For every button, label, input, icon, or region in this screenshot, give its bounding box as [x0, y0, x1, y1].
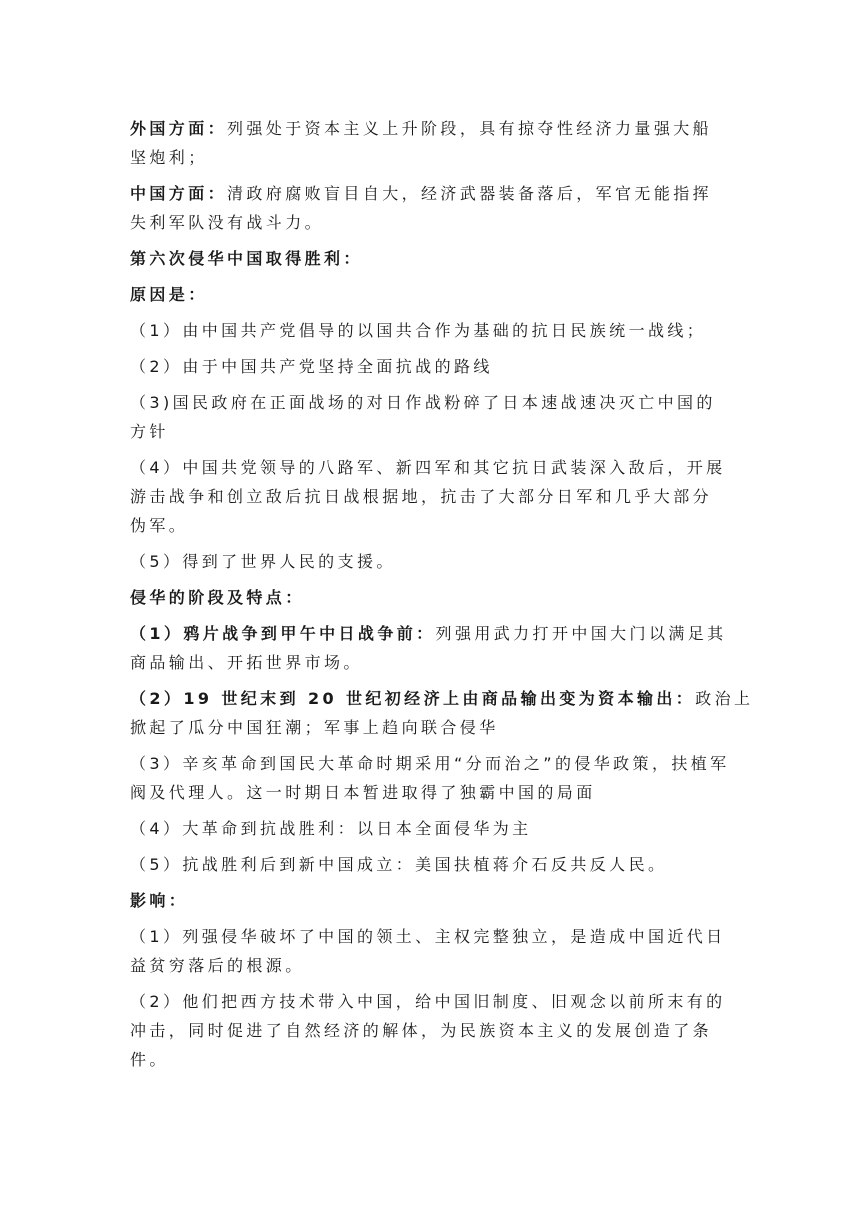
body-text: （1）列强侵华破坏了中国的领土、主权完整独立，是造成中国近代日 [130, 927, 726, 946]
paragraph [130, 814, 730, 843]
paragraph [130, 886, 730, 915]
body-text: 阀及代理人。这一时期日本暂进取得了独霸中国的局面 [130, 783, 596, 802]
text-line [130, 453, 730, 482]
body-text: （1）由中国共产党倡导的以国共合作为基础的抗日民族统一战线； [130, 321, 707, 340]
paragraph [130, 114, 730, 172]
body-text: （2）他们把西方技术带入中国，给中国旧制度、旧观念以前所末有的 [130, 992, 726, 1011]
paragraph [130, 280, 730, 309]
text-line [130, 208, 730, 237]
body-text: 掀起了瓜分中国狂潮；军事上趋向联合侵华 [130, 718, 499, 737]
paragraph [130, 850, 730, 879]
paragraph [130, 453, 730, 540]
body-text: （5）抗战胜利后到新中国成立：美国扶植蒋介石反共反人民。 [130, 855, 668, 874]
paragraph [130, 179, 730, 237]
text-line [130, 850, 730, 879]
paragraph [130, 684, 754, 742]
body-text: 失利军队没有战斗力。 [130, 213, 325, 232]
body-text: 伪军。 [130, 516, 189, 535]
text-line [130, 114, 730, 143]
bold-text: 侵华的阶段及特点： [130, 588, 305, 607]
paragraph [130, 749, 730, 807]
bold-text: 中国方面： [130, 184, 228, 203]
paragraph [130, 619, 730, 677]
text-line [130, 547, 730, 576]
bold-text: 影响： [130, 891, 189, 910]
text-line [130, 244, 730, 273]
bold-text: （2）19 世纪末到 20 世纪初经济上由商品输出变为资本输出： [130, 689, 696, 708]
body-text: 列强处于资本主义上升阶段，具有掠夺性经济力量强大船 [227, 119, 713, 138]
text-line [130, 922, 730, 951]
body-text: （5）得到了世界人民的支援。 [130, 552, 396, 571]
body-text: 方针 [130, 422, 169, 441]
text-line [130, 619, 730, 648]
body-text: 列强用武力打开中国大门以满足其 [435, 624, 727, 643]
body-text: 商品输出、开拓世界市场。 [130, 653, 363, 672]
text-line [130, 1016, 730, 1045]
text-line [130, 987, 730, 1016]
text-line [130, 1045, 730, 1074]
text-line [130, 778, 730, 807]
text-line [130, 352, 730, 381]
bold-text: （1）鸦片战争到甲午中日战争前： [130, 624, 436, 643]
text-line [130, 417, 730, 446]
body-text: 游击战争和创立敌后抗日战根据地，抗击了大部分日军和几乎大部分 [130, 487, 713, 506]
text-line [130, 648, 730, 677]
body-text: 政治上 [695, 689, 754, 708]
text-line [130, 814, 730, 843]
body-text: 清政府腐败盲目自大，经济武器装备落后，军官无能指挥 [227, 184, 713, 203]
text-line [130, 280, 730, 309]
body-text: 坚炮利； [130, 148, 208, 167]
bold-text: 外国方面： [130, 119, 228, 138]
text-line [130, 482, 730, 511]
text-line [130, 713, 730, 742]
paragraph [130, 922, 730, 980]
body-text: 件。 [130, 1050, 169, 1069]
body-text: 益贫穷落后的根源。 [130, 956, 305, 975]
paragraph [130, 987, 730, 1074]
bold-text: 第六次侵华中国取得胜利： [130, 249, 363, 268]
text-line [130, 951, 730, 980]
paragraph [130, 352, 730, 381]
paragraph [130, 547, 730, 576]
text-line [130, 179, 730, 208]
body-text: 冲击，同时促进了自然经济的解体，为民族资本主义的发展创造了条 [130, 1021, 713, 1040]
body-text: （4）中国共党领导的八路军、新四军和其它抗日武装深入敌后，开展 [130, 458, 726, 477]
paragraph [130, 244, 730, 273]
paragraph [130, 583, 730, 612]
text-line [130, 143, 730, 172]
body-text: （2）由于中国共产党坚持全面抗战的路线 [130, 357, 493, 376]
body-text: （4）大革命到抗战胜利：以日本全面侵华为主 [130, 819, 532, 838]
text-line [130, 583, 730, 612]
paragraph [130, 316, 730, 345]
text-line [130, 749, 730, 778]
text-line [130, 886, 730, 915]
text-line [130, 388, 730, 417]
text-line [130, 511, 730, 540]
text-line [130, 316, 730, 345]
body-text: （3)国民政府在正面战场的对日作战粉碎了日本速战速决灭亡中国的 [130, 393, 716, 412]
text-line [130, 684, 754, 713]
body-text: （3）辛亥革命到国民大革命时期采用“分而治之”的侵华政策，扶植军 [130, 754, 730, 773]
paragraph [130, 388, 730, 446]
bold-text: 原因是： [130, 285, 208, 304]
